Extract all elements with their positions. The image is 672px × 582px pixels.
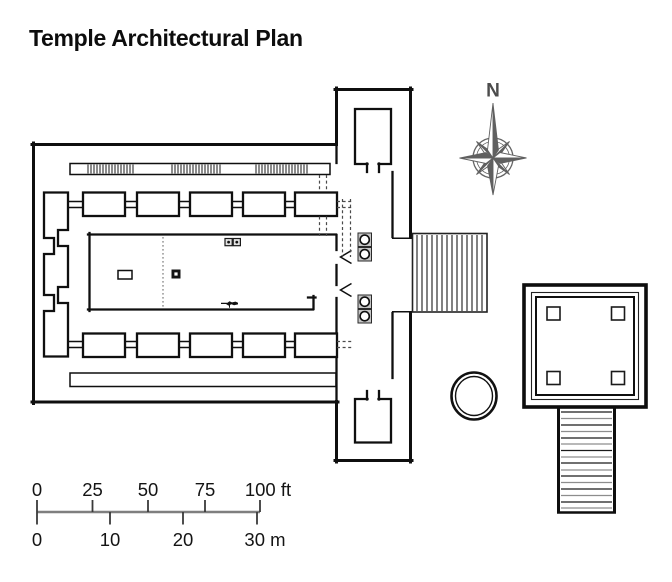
scale-ft-label: 25 — [82, 479, 103, 500]
entrance-column-bases — [358, 233, 372, 323]
pier — [137, 334, 179, 358]
north-colonnade — [68, 193, 337, 217]
scale-ft-label: 50 — [137, 479, 159, 500]
north-antechamber — [355, 109, 391, 172]
compass-point-north — [493, 103, 499, 158]
pier — [190, 193, 232, 217]
compass-point-north — [488, 103, 494, 158]
south-antechamber — [355, 391, 391, 443]
scale-ft-label: 75 — [194, 479, 216, 500]
well-outer-ring — [452, 373, 497, 420]
cella-walls — [88, 233, 336, 311]
north-hatched-stylobate — [70, 164, 330, 175]
temple-plan — [32, 88, 487, 462]
pier — [243, 193, 285, 217]
pier — [190, 334, 232, 358]
cella — [88, 233, 336, 311]
stair-rails — [559, 407, 615, 514]
column-base-circle — [360, 235, 369, 244]
column-base-circle — [360, 250, 369, 259]
base-dot — [235, 241, 238, 244]
statue-base-center — [174, 272, 177, 275]
fragment-mark — [221, 301, 238, 305]
page-title: Temple Architectural Plan — [29, 25, 303, 51]
entrance-stairs — [413, 234, 488, 313]
well — [452, 373, 497, 420]
platform-outer-wall — [524, 285, 646, 407]
door-swing-marks — [341, 251, 352, 297]
pier — [243, 334, 285, 358]
south-stylobate — [70, 373, 336, 387]
corner-base — [547, 372, 560, 385]
south-antechamber-walls — [355, 391, 391, 443]
column-base-circle — [360, 297, 369, 306]
pier — [295, 193, 337, 217]
door-swing-south-icon — [341, 284, 352, 297]
corner-base — [612, 307, 625, 320]
scale-ft-unit-label: 100 ft — [244, 479, 292, 500]
pier — [83, 193, 125, 217]
scale-meter-ticks — [37, 512, 257, 525]
platform-shrine — [524, 285, 646, 514]
entrance-opening-edges — [392, 238, 413, 311]
west-pilaster-wall — [44, 193, 68, 357]
base-dot — [227, 241, 230, 244]
scale-m-label: 0 — [31, 529, 43, 550]
scale-m-label: 10 — [99, 529, 121, 550]
corner-base — [547, 307, 560, 320]
scale-m-label: 20 — [172, 529, 194, 550]
north-antechamber-walls — [355, 109, 391, 172]
scale-bar — [32, 479, 291, 550]
altar-block — [118, 271, 132, 280]
pier — [295, 334, 337, 358]
south-colonnade — [68, 334, 337, 358]
entrance-stairs-outline — [413, 234, 488, 313]
column-base-circle — [360, 312, 369, 321]
scale-m-unit-label: 30 m — [244, 529, 286, 550]
compass-label: N — [486, 80, 500, 102]
pier — [137, 193, 179, 217]
north-bar-hatching — [88, 165, 307, 174]
twin-column-bases — [225, 239, 240, 246]
south-bar-outline — [70, 373, 336, 387]
corner-base — [612, 372, 625, 385]
scale-ft-label: 0 — [31, 479, 43, 500]
compass-rose — [460, 81, 527, 196]
platform-stairway — [557, 407, 616, 514]
pier — [83, 334, 125, 358]
west-wall-path — [44, 193, 68, 357]
scale-feet-ticks — [37, 500, 260, 512]
pronaos-walls — [337, 146, 414, 402]
